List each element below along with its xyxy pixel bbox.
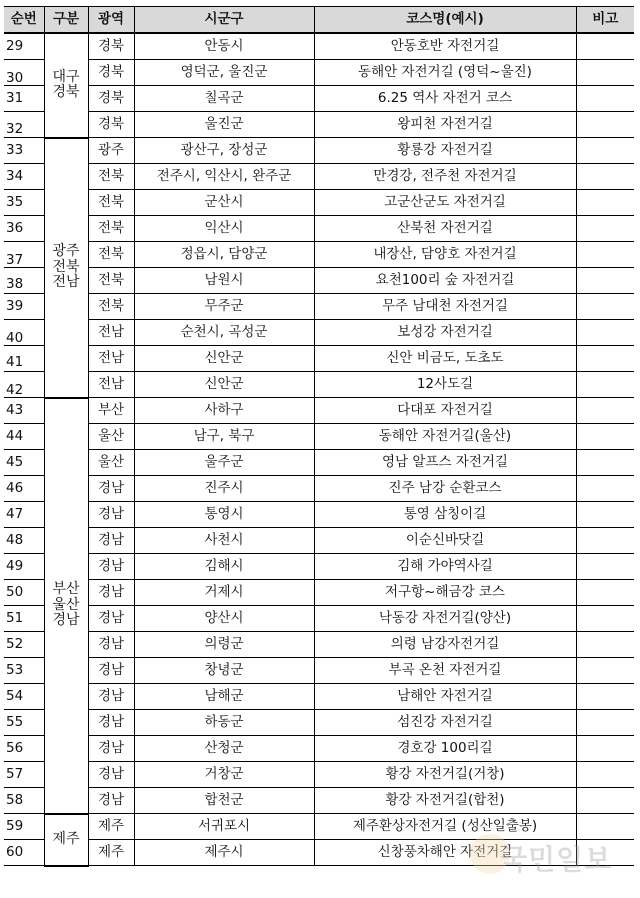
- course-name-cell: 왕피천 자전거길: [314, 112, 576, 138]
- table-row: [4, 164, 634, 190]
- header-num: 순번: [4, 7, 44, 34]
- row-number: [4, 502, 44, 528]
- region-cell: [44, 814, 88, 866]
- province-cell: 부산: [88, 398, 134, 424]
- table-row: [4, 398, 634, 424]
- city-cell: 김해시: [134, 554, 314, 580]
- note-cell: [576, 216, 634, 242]
- header-province: 광역: [88, 7, 134, 34]
- city-cell: 칠곡군: [134, 86, 314, 112]
- province-cell: 경남: [88, 606, 134, 632]
- note-cell: [576, 502, 634, 528]
- province-cell: 경남: [88, 554, 134, 580]
- note-cell: [576, 814, 634, 840]
- region-label: 광주전북전남: [52, 243, 80, 291]
- course-name-cell: 황강 자전거길(합천): [314, 788, 576, 814]
- header-row: [4, 7, 634, 34]
- row-number: [4, 190, 44, 216]
- province-cell: 경남: [88, 658, 134, 684]
- course-name-cell: 황강 자전거길(거창): [314, 762, 576, 788]
- province-cell: 전남: [88, 372, 134, 398]
- table-row: [4, 840, 634, 866]
- table-row: [4, 606, 634, 632]
- table-row: [4, 112, 634, 138]
- city-cell: 사하구: [134, 398, 314, 424]
- row-number-text: 40: [6, 329, 24, 346]
- note-cell: [576, 424, 634, 450]
- city-cell: 신안군: [134, 372, 314, 398]
- course-table: [4, 6, 634, 867]
- note-cell: [576, 450, 634, 476]
- course-name-cell: 신창풍차해안 자전거길: [314, 840, 576, 866]
- note-cell: [576, 606, 634, 632]
- city-cell: 안동시: [134, 33, 314, 60]
- note-cell: [576, 580, 634, 606]
- note-cell: [576, 33, 634, 60]
- city-cell: 정읍시, 담양군: [134, 242, 314, 268]
- table-row: [4, 346, 634, 372]
- city-cell: 거제시: [134, 580, 314, 606]
- table-row: [4, 268, 634, 294]
- course-name-cell: 내장산, 담양호 자전거길: [314, 242, 576, 268]
- row-number-text: 37: [6, 251, 24, 268]
- table-row: [4, 138, 634, 164]
- row-number-text: 29: [6, 37, 24, 54]
- city-cell: 양산시: [134, 606, 314, 632]
- row-number: [4, 528, 44, 554]
- row-number-text: 43: [6, 401, 24, 418]
- city-cell: 광산구, 장성군: [134, 138, 314, 164]
- row-number: [4, 580, 44, 606]
- row-number: [4, 840, 44, 866]
- row-number: [4, 86, 44, 112]
- row-number-text: 54: [6, 687, 24, 704]
- province-cell: 전북: [88, 216, 134, 242]
- row-number-text: 39: [6, 297, 24, 314]
- region-label: 부산울산경남: [52, 581, 80, 629]
- row-number: [4, 398, 44, 424]
- note-cell: [576, 632, 634, 658]
- city-cell: 창녕군: [134, 658, 314, 684]
- note-cell: [576, 762, 634, 788]
- table-row: [4, 632, 634, 658]
- row-number-text: 51: [6, 609, 24, 626]
- row-number-text: 53: [6, 661, 24, 678]
- city-cell: 무주군: [134, 294, 314, 320]
- row-number-text: 36: [6, 219, 24, 236]
- province-cell: 경남: [88, 632, 134, 658]
- row-number: [4, 658, 44, 684]
- note-cell: [576, 60, 634, 86]
- city-cell: 통영시: [134, 502, 314, 528]
- note-cell: [576, 658, 634, 684]
- row-number-text: 49: [6, 557, 24, 574]
- city-cell: 남원시: [134, 268, 314, 294]
- row-number: [4, 710, 44, 736]
- course-name-cell: 산북천 자전거길: [314, 216, 576, 242]
- province-cell: 경북: [88, 33, 134, 60]
- note-cell: [576, 164, 634, 190]
- row-number-text: 31: [6, 89, 24, 106]
- note-cell: [576, 346, 634, 372]
- table-row: [4, 424, 634, 450]
- row-number-text: 38: [6, 275, 24, 292]
- note-cell: [576, 138, 634, 164]
- city-cell: 거창군: [134, 762, 314, 788]
- course-name-cell: 의령 남강자전거길: [314, 632, 576, 658]
- city-cell: 의령군: [134, 632, 314, 658]
- row-number: [4, 33, 44, 60]
- row-number: [4, 112, 44, 138]
- city-cell: 산청군: [134, 736, 314, 762]
- province-cell: 경남: [88, 528, 134, 554]
- row-number-text: 52: [6, 635, 24, 652]
- city-cell: 신안군: [134, 346, 314, 372]
- row-number-text: 32: [6, 120, 24, 137]
- row-number-text: 41: [6, 353, 24, 370]
- city-cell: 순천시, 곡성군: [134, 320, 314, 346]
- row-number-text: 35: [6, 193, 24, 210]
- course-name-cell: 저구항~해금강 코스: [314, 580, 576, 606]
- province-cell: 경남: [88, 580, 134, 606]
- row-number: [4, 60, 44, 86]
- province-cell: 전북: [88, 242, 134, 268]
- note-cell: [576, 684, 634, 710]
- row-number: [4, 164, 44, 190]
- header-note: 비고: [576, 7, 634, 34]
- city-cell: 군산시: [134, 190, 314, 216]
- course-name-cell: 요천100리 숲 자전거길: [314, 268, 576, 294]
- city-cell: 울진군: [134, 112, 314, 138]
- note-cell: [576, 398, 634, 424]
- course-name-cell: 다대포 자전거길: [314, 398, 576, 424]
- course-name-cell: 섬진강 자전거길: [314, 710, 576, 736]
- row-number-text: 30: [6, 69, 24, 86]
- province-cell: 울산: [88, 424, 134, 450]
- province-cell: 전북: [88, 294, 134, 320]
- table-row: [4, 216, 634, 242]
- table-row: [4, 580, 634, 606]
- course-name-cell: 황룡강 자전거길: [314, 138, 576, 164]
- course-name-cell: 이순신바닷길: [314, 528, 576, 554]
- row-number: [4, 814, 44, 840]
- course-name-cell: 무주 남대천 자전거길: [314, 294, 576, 320]
- note-cell: [576, 320, 634, 346]
- course-name-cell: 동해안 자전거길 (영덕~울진): [314, 60, 576, 86]
- row-number: [4, 424, 44, 450]
- table-row: [4, 476, 634, 502]
- row-number: [4, 138, 44, 164]
- region-label: 대구경북: [52, 68, 80, 101]
- row-number-text: 33: [6, 141, 24, 158]
- table-body: [4, 33, 634, 866]
- city-cell: 하동군: [134, 710, 314, 736]
- province-cell: 광주: [88, 138, 134, 164]
- city-cell: 합천군: [134, 788, 314, 814]
- row-number: [4, 684, 44, 710]
- table-row: [4, 450, 634, 476]
- course-name-cell: 고군산군도 자전거길: [314, 190, 576, 216]
- row-number: [4, 788, 44, 814]
- row-number: [4, 476, 44, 502]
- province-cell: 전북: [88, 268, 134, 294]
- row-number-text: 46: [6, 479, 24, 496]
- course-name-cell: 진주 남강 순환코스: [314, 476, 576, 502]
- note-cell: [576, 554, 634, 580]
- course-name-cell: 6.25 역사 자전거 코스: [314, 86, 576, 112]
- course-name-cell: 보성강 자전거길: [314, 320, 576, 346]
- row-number: [4, 216, 44, 242]
- note-cell: [576, 528, 634, 554]
- row-number: [4, 450, 44, 476]
- row-number-text: 55: [6, 713, 24, 730]
- note-cell: [576, 86, 634, 112]
- province-cell: 제주: [88, 814, 134, 840]
- row-number: [4, 632, 44, 658]
- row-number: [4, 606, 44, 632]
- course-name-cell: 남해안 자전거길: [314, 684, 576, 710]
- table-row: [4, 294, 634, 320]
- row-number-text: 58: [6, 791, 24, 808]
- note-cell: [576, 294, 634, 320]
- row-number: [4, 372, 44, 398]
- region-cell: [44, 33, 88, 138]
- region-cell: [44, 138, 88, 398]
- row-number-text: 44: [6, 427, 24, 444]
- province-cell: 제주: [88, 840, 134, 866]
- course-name-cell: 낙동강 자전거길(양산): [314, 606, 576, 632]
- note-cell: [576, 788, 634, 814]
- province-cell: 경북: [88, 86, 134, 112]
- course-name-cell: 12사도길: [314, 372, 576, 398]
- course-name-cell: 신안 비금도, 도초도: [314, 346, 576, 372]
- table-row: [4, 372, 634, 398]
- table-row: [4, 86, 634, 112]
- province-cell: 경남: [88, 684, 134, 710]
- city-cell: 남구, 북구: [134, 424, 314, 450]
- note-cell: [576, 736, 634, 762]
- row-number: [4, 268, 44, 294]
- province-cell: 전북: [88, 190, 134, 216]
- city-cell: 사천시: [134, 528, 314, 554]
- city-cell: 익산시: [134, 216, 314, 242]
- course-name-cell: 영남 알프스 자전거길: [314, 450, 576, 476]
- row-number: [4, 736, 44, 762]
- course-name-cell: 통영 삼칭이길: [314, 502, 576, 528]
- course-name-cell: 김해 가야역사길: [314, 554, 576, 580]
- row-number-text: 56: [6, 739, 24, 756]
- watermark-text: 국민일보: [500, 843, 613, 876]
- note-cell: [576, 112, 634, 138]
- province-cell: 경남: [88, 710, 134, 736]
- table-row: [4, 60, 634, 86]
- note-cell: [576, 840, 634, 866]
- table-row: [4, 502, 634, 528]
- table-row: [4, 528, 634, 554]
- note-cell: [576, 372, 634, 398]
- province-cell: 경남: [88, 788, 134, 814]
- province-cell: 경남: [88, 476, 134, 502]
- province-cell: 울산: [88, 450, 134, 476]
- row-number: [4, 554, 44, 580]
- note-cell: [576, 476, 634, 502]
- table-row: [4, 658, 634, 684]
- city-cell: 제주시: [134, 840, 314, 866]
- row-number: [4, 320, 44, 346]
- table-row: [4, 33, 634, 60]
- region-cell: [44, 398, 88, 814]
- table-row: [4, 554, 634, 580]
- table-row: [4, 190, 634, 216]
- table-row: [4, 814, 634, 840]
- course-name-cell: 제주환상자전거길 (성산일출봉): [314, 814, 576, 840]
- row-number-text: 47: [6, 505, 24, 522]
- header-city: 시군구: [134, 7, 314, 34]
- note-cell: [576, 190, 634, 216]
- province-cell: 전남: [88, 346, 134, 372]
- course-name-cell: 만경강, 전주천 자전거길: [314, 164, 576, 190]
- city-cell: 울주군: [134, 450, 314, 476]
- note-cell: [576, 268, 634, 294]
- row-number-text: 60: [6, 843, 24, 860]
- province-cell: 전남: [88, 320, 134, 346]
- row-number-text: 45: [6, 453, 24, 470]
- province-cell: 경북: [88, 112, 134, 138]
- table-row: [4, 762, 634, 788]
- note-cell: [576, 710, 634, 736]
- table-row: [4, 736, 634, 762]
- course-name-cell: 안동호반 자전거길: [314, 33, 576, 60]
- city-cell: 진주시: [134, 476, 314, 502]
- city-cell: 남해군: [134, 684, 314, 710]
- province-cell: 경남: [88, 736, 134, 762]
- header-course: 코스명(예시): [314, 7, 576, 34]
- row-number: [4, 242, 44, 268]
- row-number-text: 59: [6, 817, 24, 834]
- table-row: [4, 710, 634, 736]
- row-number: [4, 762, 44, 788]
- row-number-text: 50: [6, 583, 24, 600]
- city-cell: 서귀포시: [134, 814, 314, 840]
- province-cell: 경북: [88, 60, 134, 86]
- row-number-text: 42: [6, 381, 24, 398]
- row-number-text: 48: [6, 531, 24, 548]
- course-name-cell: 동해안 자전거길(울산): [314, 424, 576, 450]
- province-cell: 경남: [88, 762, 134, 788]
- table-row: [4, 788, 634, 814]
- region-label: 제주: [52, 830, 80, 847]
- province-cell: 경남: [88, 502, 134, 528]
- course-name-cell: 부곡 온천 자전거길: [314, 658, 576, 684]
- header-region: 구분: [44, 7, 88, 34]
- row-number-text: 34: [6, 167, 24, 184]
- table-row: [4, 320, 634, 346]
- row-number: [4, 294, 44, 320]
- table-row: [4, 242, 634, 268]
- row-number: [4, 346, 44, 372]
- note-cell: [576, 242, 634, 268]
- city-cell: 영덕군, 울진군: [134, 60, 314, 86]
- table-row: [4, 684, 634, 710]
- row-number-text: 57: [6, 765, 24, 782]
- province-cell: 전북: [88, 164, 134, 190]
- course-name-cell: 경호강 100리길: [314, 736, 576, 762]
- city-cell: 전주시, 익산시, 완주군: [134, 164, 314, 190]
